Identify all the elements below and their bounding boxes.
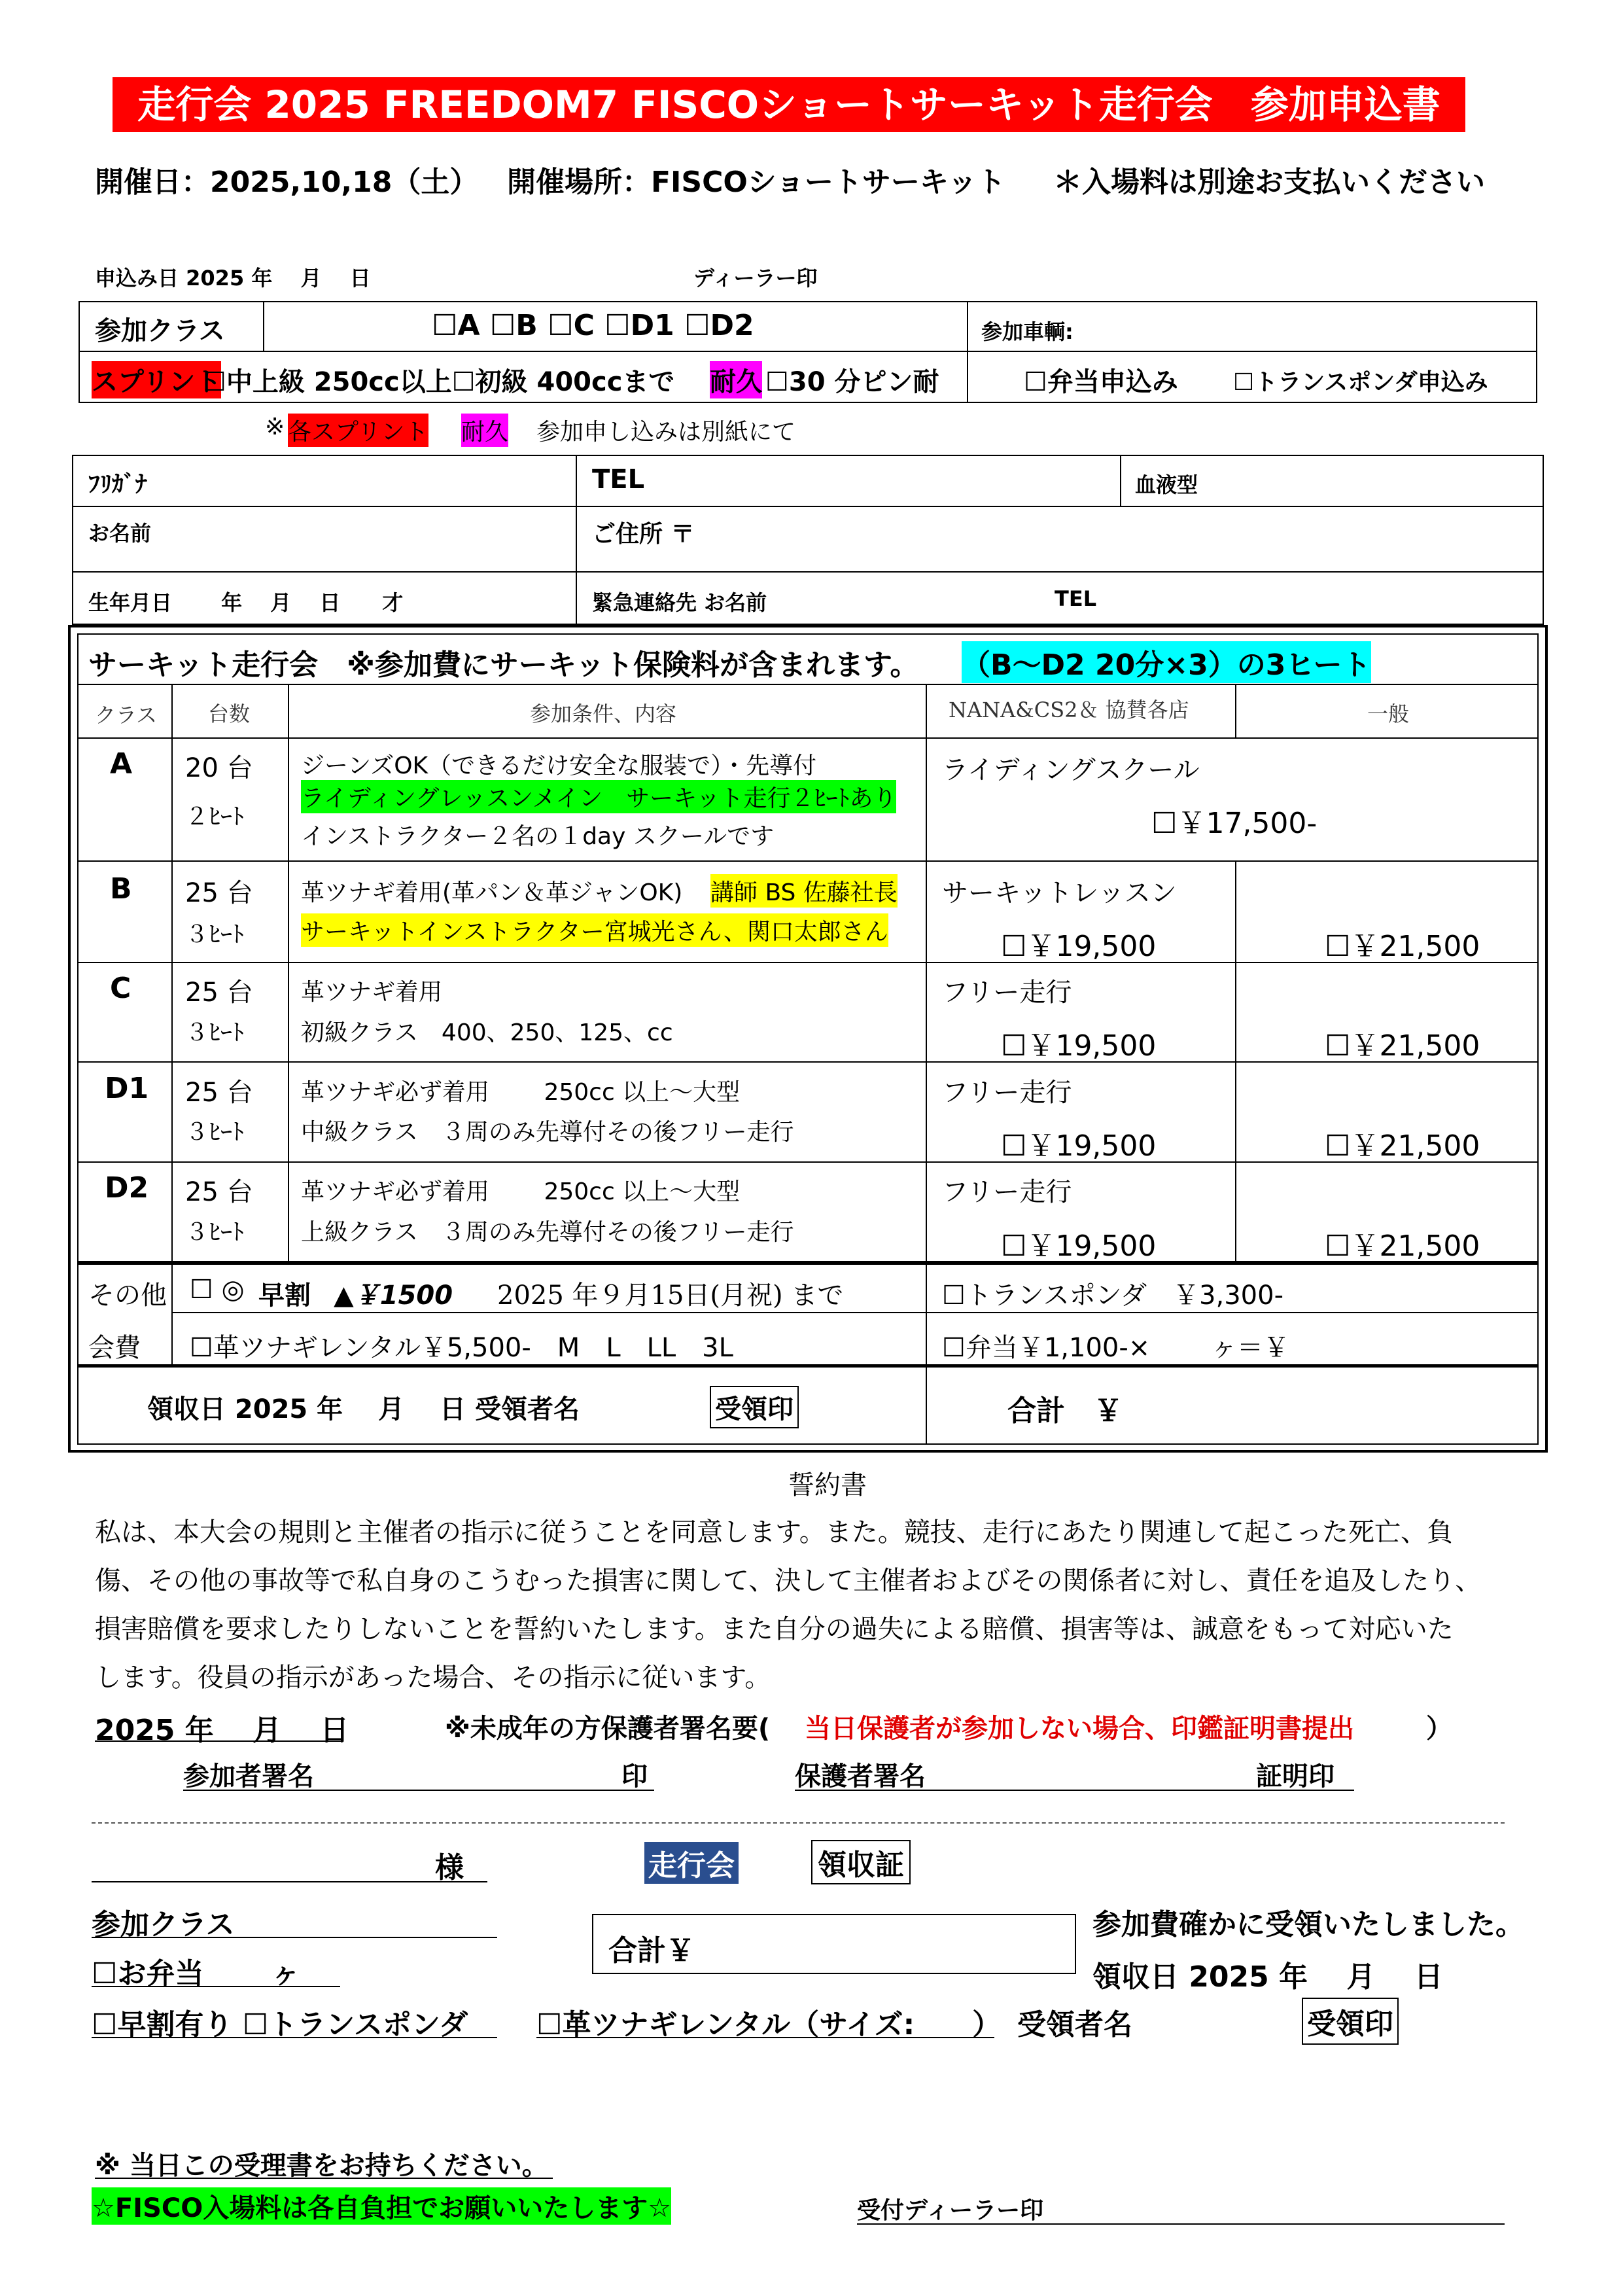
row-b-member-label: サーキットレッスン [942, 878, 1177, 908]
divider [77, 962, 1539, 963]
guardian-note-end: ） [1426, 1714, 1452, 1744]
guardian-signature-line[interactable] [795, 1790, 1354, 1791]
row-d2-member-label: フリー走行 [942, 1177, 1072, 1207]
receipt-rental[interactable]: ☐革ツナギレンタル（サイズ: ） [536, 2008, 1002, 2041]
pledge-date: 2025 年 月 日 [95, 1714, 349, 1747]
sama-label: 様 [435, 1851, 464, 1884]
row-b-class: B [110, 872, 132, 906]
pledge-line-4: します。役員の指示があった場合、その指示に従います。 [95, 1663, 771, 1693]
transponder-option[interactable]: ☐トランスポンダ申込み [1233, 369, 1488, 396]
row-c-class: C [110, 972, 131, 1005]
guardian-signature-label: 保護者署名 [795, 1761, 926, 1792]
row-d2-line2: 上級クラス ３周のみ先導付その後フリー走行 [301, 1219, 794, 1246]
divider [72, 506, 1544, 507]
receipt-logo: 走行会 [644, 1842, 739, 1884]
row-d1-heats: ３ﾋｰﾄ [185, 1119, 245, 1146]
circuit-heading-highlight: （B～D2 20分×3）の3ヒート [962, 641, 1371, 683]
footer-note-2: ☆FISCO入場料は各自負担でお願いいたします☆ [92, 2187, 671, 2225]
row-c-line2: 初級クラス 400、250、125、cc [301, 1019, 673, 1046]
row-c-member-price[interactable]: ☐￥19,500 [1001, 1029, 1157, 1063]
row-a-line1: ジーンズOK（できるだけ安全な服装で）・先導付 [301, 752, 817, 779]
row-d2-heats: ３ﾋｰﾄ [185, 1219, 245, 1246]
receipt-options[interactable]: ☐早割有り ☐トランスポンダ [92, 2008, 468, 2041]
pledge-line-3: 損害賠償を要求したりしないことを誓約いたします。また自分の過失による賠償、損害等は、誠意をもって対応いた [95, 1614, 1454, 1644]
vehicle-label: 参加車輌: [981, 319, 1073, 344]
footer-note-1: ※ 当日この受理書をお持ちください。 [95, 2151, 548, 2181]
row-d2-class: D2 [105, 1171, 149, 1205]
underline [95, 2178, 553, 2179]
footer-dealer-label: 受付ディーラー印 [857, 2197, 1044, 2224]
recipient-name-line[interactable] [92, 1881, 487, 1882]
guardian-note: ※未成年の方保護者署名要( [445, 1714, 771, 1744]
divider [171, 1312, 1539, 1313]
receipt-total: 合計￥ [608, 1934, 695, 1968]
address-label: ご住所 〒 [592, 521, 695, 548]
circuit-heading: サーキット走行会 ※参加費にサーキット保険料が含まれます。 [88, 648, 919, 682]
event-date: 開催日：2025,10,18（土） [95, 166, 479, 199]
row-c-member-label: フリー走行 [942, 978, 1072, 1008]
tel-label: TEL [592, 465, 645, 495]
row-d1-count: 25 台 [185, 1078, 253, 1108]
col-header-class: クラス [95, 703, 158, 728]
divider [77, 1061, 1539, 1063]
row-b-count: 25 台 [185, 878, 253, 908]
row-a-member-label: ライディングスクール [942, 755, 1200, 785]
receipt-stamp-box: 受領印 [1302, 1998, 1399, 2045]
endurance-label: 耐久 [710, 361, 762, 398]
divider [967, 301, 968, 403]
row-d1-general-price[interactable]: ☐￥21,500 [1325, 1129, 1480, 1163]
dealer-stamp-label: ディーラー印 [693, 266, 818, 291]
row-d2-count: 25 台 [185, 1177, 253, 1207]
pledge-line-2: 傷、その他の事故等で私自身のこうむった損害に関して、決して主催者およびその関係者に対し、責任を追及したり、 [95, 1566, 1482, 1596]
early-price: ▲￥1500 [334, 1280, 453, 1311]
row-d1-member-label: フリー走行 [942, 1078, 1072, 1108]
row-a-count: 20 台 [185, 753, 253, 783]
sprint-note-text: 参加申し込みは別紙にて [536, 419, 796, 446]
row-b-heats: ３ﾋｰﾄ [185, 921, 245, 948]
divider [263, 301, 264, 351]
sprint-note-sprint: 各スプリント [288, 414, 428, 447]
divider [576, 455, 577, 625]
participant-signature-line[interactable] [183, 1790, 654, 1791]
underline [92, 1986, 340, 1987]
sprint-note-prefix: ※ [265, 414, 285, 440]
divider [77, 1161, 1539, 1163]
receipt-date: 領収日 2025 年 月 日 [1092, 1960, 1443, 1994]
row-b-general-price[interactable]: ☐￥21,500 [1325, 930, 1480, 963]
divider [926, 684, 927, 1445]
receipt-receiver: 受領者名 [1017, 2008, 1132, 2041]
emergency-tel-label: TEL [1055, 586, 1097, 611]
form-title: 走行会 2025 FREEDOM7 FISCOショートサーキット走行会 参加申込書 [113, 77, 1465, 132]
certificate-seal-label: 証明印 [1256, 1761, 1335, 1792]
pledge-title: 誓約書 [788, 1470, 867, 1500]
row-a-member-price[interactable]: ☐￥17,500- [1151, 807, 1318, 840]
row-a-line2: ライディングレッスンメイン サーキット走行２ﾋｰﾄあり [301, 780, 896, 813]
col-header-member: NANA&CS2＆ 協賛各店 [949, 698, 1189, 722]
receipt-bento[interactable]: ☐お弁当 ヶ [92, 1957, 300, 1990]
divider [77, 1364, 1539, 1368]
furigana-label: ﾌﾘｶﾞﾅ [88, 471, 147, 498]
class-checkboxes[interactable]: ☐A ☐B ☐C ☐D1 ☐D2 [432, 309, 754, 342]
event-venue: 開催場所：FISCOショートサーキット [507, 166, 1006, 199]
row-d1-class: D1 [105, 1072, 149, 1105]
row-b-member-price[interactable]: ☐￥19,500 [1001, 930, 1157, 963]
guardian-note-red: 当日保護者が参加しない場合、印鑑証明書提出 [805, 1714, 1354, 1744]
emergency-contact-label: 緊急連絡先 お名前 [592, 590, 767, 615]
total-amount: 合計 ￥ [1007, 1394, 1123, 1428]
divider [77, 684, 1539, 685]
underline [92, 2037, 497, 2038]
pledge-line-1: 私は、本大会の規則と主催者の指示に従うことを同意します。また。競技、走行にあたり関連して起こった死亡、負 [95, 1517, 1453, 1547]
row-a-heats: ２ﾋｰﾄ [185, 804, 245, 830]
fees-label: 会費 [88, 1333, 141, 1363]
row-d2-general-price[interactable]: ☐￥21,500 [1325, 1229, 1480, 1263]
early-deadline: 2025 年９月15日(月祝) まで [497, 1280, 844, 1311]
other-label: その他 [88, 1280, 167, 1311]
row-c-line1: 革ツナギ着用 [301, 979, 443, 1006]
divider [72, 571, 1544, 573]
underline [536, 2037, 994, 2038]
row-c-general-price[interactable]: ☐￥21,500 [1325, 1029, 1480, 1063]
sprint-options[interactable]: ☐中上級 250cc以上☐初級 400ccまで [203, 367, 675, 397]
name-label: お名前 [88, 521, 152, 546]
cut-line [92, 1822, 1505, 1824]
underline [92, 1937, 497, 1938]
participant-signature-label: 参加者署名 [183, 1761, 314, 1792]
row-d2-member-price[interactable]: ☐￥19,500 [1001, 1229, 1157, 1263]
class-label: 参加クラス [95, 316, 225, 346]
row-b-line2: サーキットインストラクター宮城光さん、関口太郎さん [301, 913, 888, 947]
col-header-count: 台数 [208, 701, 251, 726]
underline [95, 1740, 343, 1742]
transponder-fee[interactable]: ☐トランスポンダ ￥3,300- [942, 1280, 1284, 1311]
col-header-general: 一般 [1367, 701, 1410, 726]
bento-option[interactable]: ☐弁当申込み [1024, 367, 1178, 397]
entry-fee-note: ＊入場料は別途お支払いください [1053, 166, 1485, 199]
divider [77, 1261, 1539, 1265]
receipt-class-label: 参加クラス [92, 1908, 235, 1941]
row-c-count: 25 台 [185, 978, 253, 1008]
receipt-confirm: 参加費確かに受領いたしました。 [1092, 1908, 1524, 1941]
row-d1-line2: 中級クラス ３周のみ先導付その後フリー走行 [301, 1119, 794, 1146]
divider [1235, 860, 1236, 1261]
receipt-title: 領収証 [811, 1840, 911, 1884]
col-header-conditions: 参加条件、内容 [530, 701, 677, 726]
apply-date: 申込み日 2025 年 月 日 [95, 266, 371, 291]
row-b-line1: 革ツナギ着用(革パン＆革ジャンOK) [301, 879, 683, 906]
early-label: 早割 [258, 1280, 311, 1311]
divider [1120, 455, 1121, 506]
birthdate-label: 生年月日 年 月 日 才 [88, 590, 404, 615]
suit-rental-fee[interactable]: ☐革ツナギレンタル￥5,500- M L LL 3L [190, 1333, 733, 1363]
blood-type-label: 血液型 [1135, 472, 1198, 497]
row-d1-line1: 革ツナギ必ず着用 250cc 以上～大型 [301, 1079, 741, 1106]
row-a-line3: インストラクター２名の１day スクールです [301, 823, 775, 850]
sprint-note-endurance: 耐久 [461, 414, 508, 447]
divider [1235, 684, 1236, 737]
receipt-stamp: 受領印 [710, 1386, 799, 1428]
bento-fee[interactable]: ☐弁当￥1,100-× ヶ＝￥ [942, 1333, 1290, 1363]
seal-label: 印 [621, 1761, 648, 1792]
receipt-date: 領収日 2025 年 月 日 受領者名 [147, 1394, 580, 1424]
divider [79, 351, 1537, 352]
endurance-option[interactable]: ☐30 分ピン耐 [765, 367, 939, 397]
row-a-class: A [110, 747, 133, 781]
row-c-heats: ３ﾋｰﾄ [185, 1019, 245, 1046]
sprint-label: スプリント [92, 361, 221, 398]
divider [171, 684, 173, 1364]
early-checkbox[interactable]: ☐ ◎ [190, 1275, 245, 1305]
divider [77, 860, 1539, 862]
divider [77, 737, 1539, 739]
row-d1-member-price[interactable]: ☐￥19,500 [1001, 1129, 1157, 1163]
dealer-signature-line[interactable] [857, 2223, 1505, 2225]
row-b-line1-highlight: 講師 BS 佐藤社長 [710, 874, 898, 908]
divider [288, 684, 289, 1261]
row-d2-line1: 革ツナギ必ず着用 250cc 以上～大型 [301, 1178, 741, 1205]
